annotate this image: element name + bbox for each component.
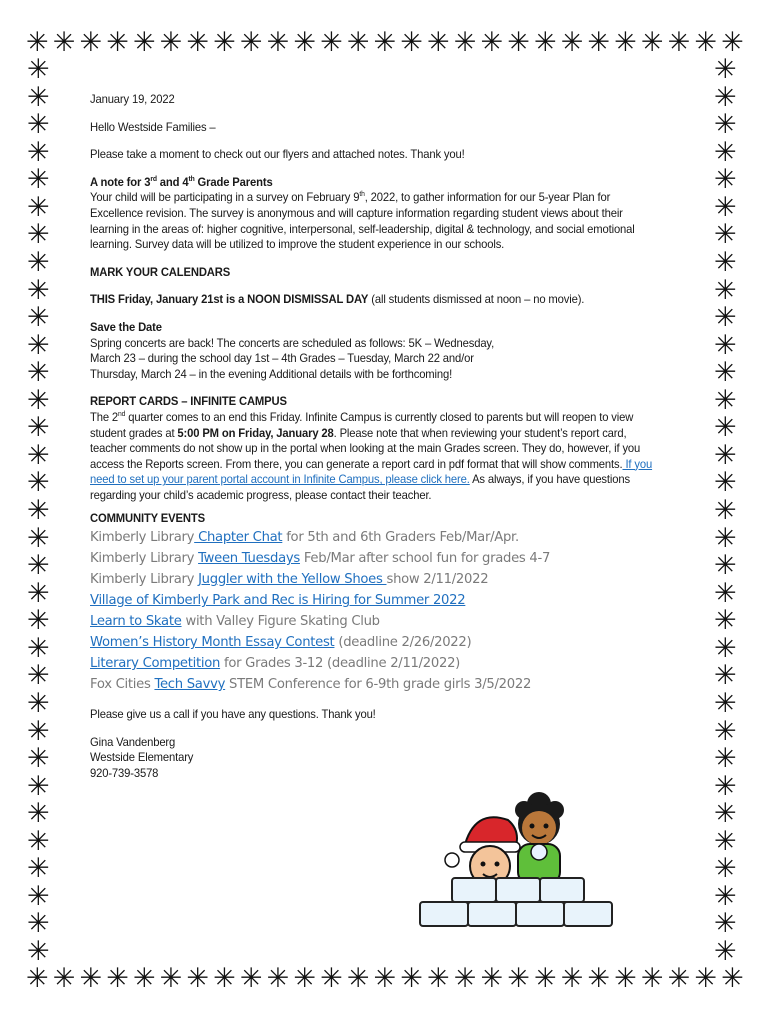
- border-asterisk-icon: ✳: [106, 27, 129, 58]
- border-asterisk-icon: ✳: [320, 27, 343, 58]
- border-asterisk-icon: ✳: [714, 715, 737, 747]
- save-date-line-1: Spring concerts are back! The concerts are scheduled as follows: 5K – Wednesday,: [90, 336, 495, 350]
- border-asterisk-icon: ✳: [346, 27, 370, 58]
- signature-name: Gina Vandenberg: [90, 735, 176, 749]
- save-date-line-2: March 23 – during the school day 1st – 4th Grades – Tuesday, March 22 and/or: [90, 352, 474, 366]
- border-asterisk-icon: ✳: [714, 687, 737, 719]
- letter-date: January 19, 2022: [90, 93, 175, 106]
- community-event-text: Kimberly Library: [90, 529, 195, 546]
- border-asterisk-icon: ✳: [507, 963, 530, 994]
- community-event-text: Fox Cities: [90, 676, 155, 693]
- survey-paragraph: Your child will be participating in a survey on February 9th, 2022, to gather information for our 5-year Plan for Excellence revision. The survey is anonymous and will capture information regarding student views about their learning in the areas of: higher cognitive, interpersonal, self-leadership, digital & technology, and social emotional learning. Survey data will be utilized to improve the student experience in our schools.: [90, 191, 635, 252]
- border-asterisk-icon: ✳: [714, 412, 737, 444]
- border-asterisk-icon: ✳: [266, 27, 290, 58]
- community-event-item: [90, 590, 664, 611]
- border-asterisk-icon: ✳: [587, 963, 611, 994]
- border-asterisk-icon: ✳: [714, 798, 737, 830]
- border-asterisk-icon: ✳: [714, 302, 737, 334]
- border-asterisk-icon: ✳: [714, 246, 737, 278]
- border-asterisk-icon: ✳: [427, 27, 450, 58]
- border-asterisk-icon: ✳: [453, 27, 477, 58]
- border-asterisk-icon: ✳: [480, 963, 504, 994]
- border-asterisk-icon: ✳: [714, 219, 737, 251]
- border-asterisk-icon: ✳: [587, 27, 611, 58]
- border-asterisk-icon: ✳: [27, 798, 50, 830]
- border-asterisk-icon: ✳: [480, 27, 504, 58]
- border-asterisk-icon: ✳: [27, 825, 50, 857]
- border-asterisk-icon: ✳: [507, 27, 530, 58]
- community-event-text: show 2/11/2022: [386, 571, 489, 588]
- border-asterisk-icon: ✳: [714, 495, 737, 526]
- greeting: Hello Westside Families –: [90, 120, 216, 134]
- border-asterisk-icon: ✳: [714, 384, 737, 416]
- community-event-link[interactable]: Village of Kimberly Park and Rec is Hiring for Summer 2022: [90, 592, 466, 609]
- border-asterisk-icon: ✳: [27, 770, 50, 802]
- border-asterisk-icon: ✳: [714, 439, 737, 471]
- community-event-text: for 5th and 6th Graders Feb/Mar/Apr.: [282, 529, 519, 546]
- community-event-text: Feb/Mar after school fun for grades 4-7: [299, 550, 551, 567]
- signature-school: Westside Elementary: [90, 751, 194, 765]
- border-asterisk-icon: ✳: [714, 577, 737, 609]
- border-asterisk-icon: ✳: [714, 825, 737, 857]
- border-asterisk-icon: ✳: [714, 908, 737, 940]
- border-asterisk-icon: ✳: [239, 27, 263, 58]
- report-cards-paragraph: The 2nd quarter comes to an end this Friday. Infinite Campus is currently closed to parents but will reopen to view student grades at 5:00 PM on Friday, January 28. Please note that when reviewing your student’s report card, teacher comments do not show up in the portal when looking at the main Grades screen. They do, however, if you access the Reports screen. From there, you can generate a report card in pdf format that will show comments. If you need to set up your parent portal account in Infinite Campus, please click here. As always, if you have questions regarding your child’s academic progress, please contact their teacher.: [90, 410, 653, 502]
- border-asterisk-icon: ✳: [27, 302, 50, 334]
- border-asterisk-icon: ✳: [27, 632, 50, 664]
- community-event-text: STEM Conference for 6-9th grade girls 3/5/2022: [225, 676, 532, 693]
- border-asterisk-icon: ✳: [293, 963, 316, 994]
- border-asterisk-icon: ✳: [667, 27, 691, 58]
- border-asterisk-icon: ✳: [106, 963, 129, 994]
- community-event-text: Kimberly Library: [90, 571, 199, 588]
- border-asterisk-icon: ✳: [27, 495, 50, 526]
- border-top: [26, 29, 744, 56]
- border-asterisk-icon: ✳: [714, 191, 737, 223]
- border-asterisk-icon: ✳: [132, 27, 156, 58]
- community-event-link[interactable]: Juggler with the Yellow Shoes: [198, 571, 387, 588]
- border-asterisk-icon: ✳: [26, 963, 49, 994]
- border-asterisk-icon: ✳: [27, 246, 50, 278]
- border-asterisk-icon: ✳: [27, 136, 50, 168]
- border-asterisk-icon: ✳: [27, 54, 50, 85]
- border-asterisk-icon: ✳: [714, 81, 737, 113]
- intro: Please take a moment to check out our flyers and attached notes. Thank you!: [90, 148, 465, 162]
- border-asterisk-icon: ✳: [132, 963, 156, 994]
- border-asterisk-icon: ✳: [27, 274, 50, 306]
- border-asterisk-icon: ✳: [714, 357, 737, 389]
- community-event-link[interactable]: Tween Tuesdays: [198, 550, 300, 567]
- girl-figure: [515, 792, 564, 884]
- border-asterisk-icon: ✳: [714, 109, 737, 141]
- community-event-item: [90, 632, 664, 653]
- border-asterisk-icon: ✳: [159, 963, 183, 994]
- border-asterisk-icon: ✳: [714, 522, 737, 554]
- border-asterisk-icon: ✳: [186, 963, 210, 994]
- border-asterisk-icon: ✳: [213, 963, 236, 994]
- portal-setup-link[interactable]: If you need to set up your parent portal account in Infinite Campus, please click here.: [90, 457, 653, 487]
- community-event-item: [90, 527, 664, 548]
- community-event-item: [90, 548, 664, 569]
- border-asterisk-icon: ✳: [27, 743, 50, 775]
- border-asterisk-icon: ✳: [213, 27, 236, 58]
- border-asterisk-icon: ✳: [694, 963, 717, 994]
- border-asterisk-icon: ✳: [27, 880, 50, 912]
- border-asterisk-icon: ✳: [52, 963, 76, 994]
- report-cards-heading: REPORT CARDS – INFINITE CAMPUS: [90, 395, 287, 409]
- border-asterisk-icon: ✳: [52, 27, 76, 58]
- border-asterisk-icon: ✳: [27, 522, 50, 554]
- border-left: [27, 56, 50, 965]
- border-asterisk-icon: ✳: [400, 27, 423, 58]
- border-asterisk-icon: ✳: [27, 191, 50, 223]
- calendars-heading: MARK YOUR CALENDARS: [90, 265, 231, 279]
- save-date-heading: Save the Date: [90, 320, 162, 334]
- border-asterisk-icon: ✳: [640, 27, 664, 58]
- save-date-line-3: Thursday, March 24 – in the evening Additional details with be forthcoming!: [90, 367, 453, 381]
- border-asterisk-icon: ✳: [27, 81, 50, 113]
- border-asterisk-icon: ✳: [714, 880, 737, 912]
- border-asterisk-icon: ✳: [373, 963, 397, 994]
- border-asterisk-icon: ✳: [27, 660, 50, 692]
- border-asterisk-icon: ✳: [614, 27, 637, 58]
- border-asterisk-icon: ✳: [27, 853, 50, 885]
- letter-body: [90, 92, 664, 781]
- community-events-list: [90, 527, 664, 695]
- community-event-text: with Valley Figure Skating Club: [181, 613, 380, 630]
- border-asterisk-icon: ✳: [27, 412, 50, 444]
- border-asterisk-icon: ✳: [714, 632, 737, 664]
- border-asterisk-icon: ✳: [694, 27, 717, 58]
- border-asterisk-icon: ✳: [27, 109, 50, 141]
- community-events-heading: COMMUNITY EVENTS: [90, 512, 205, 526]
- border-asterisk-icon: ✳: [714, 54, 737, 85]
- border-asterisk-icon: ✳: [714, 274, 737, 306]
- border-asterisk-icon: ✳: [533, 27, 557, 58]
- border-asterisk-icon: ✳: [27, 715, 50, 747]
- border-asterisk-icon: ✳: [266, 963, 290, 994]
- border-asterisk-icon: ✳: [27, 164, 50, 196]
- border-asterisk-icon: ✳: [159, 27, 183, 58]
- border-asterisk-icon: ✳: [27, 908, 50, 940]
- border-asterisk-icon: ✳: [714, 550, 737, 582]
- border-asterisk-icon: ✳: [27, 687, 50, 719]
- border-asterisk-icon: ✳: [27, 605, 50, 637]
- border-asterisk-icon: ✳: [714, 605, 737, 637]
- border-asterisk-icon: ✳: [714, 467, 737, 499]
- border-asterisk-icon: ✳: [714, 853, 737, 885]
- community-event-item: [90, 653, 664, 674]
- border-asterisk-icon: ✳: [667, 963, 691, 994]
- border-asterisk-icon: ✳: [721, 963, 744, 994]
- border-asterisk-icon: ✳: [614, 963, 637, 994]
- border-bottom: [26, 965, 744, 992]
- community-event-text: (deadline 2/26/2022): [334, 634, 472, 651]
- border-asterisk-icon: ✳: [533, 963, 557, 994]
- community-event-text: for Grades 3-12 (deadline 2/11/2022): [220, 655, 461, 672]
- community-event-link[interactable]: Women’s History Month Essay Contest: [90, 634, 335, 651]
- border-asterisk-icon: ✳: [714, 164, 737, 196]
- border-asterisk-icon: ✳: [714, 936, 737, 967]
- border-asterisk-icon: ✳: [560, 27, 584, 58]
- border-asterisk-icon: ✳: [26, 27, 49, 58]
- border-asterisk-icon: ✳: [346, 963, 370, 994]
- community-event-link[interactable]: Tech Savvy: [154, 676, 226, 693]
- border-right: [714, 56, 737, 965]
- border-asterisk-icon: ✳: [27, 467, 50, 499]
- border-asterisk-icon: ✳: [186, 27, 210, 58]
- community-event-link[interactable]: Learn to Skate: [90, 613, 182, 630]
- border-asterisk-icon: ✳: [453, 963, 477, 994]
- border-asterisk-icon: ✳: [239, 963, 263, 994]
- border-asterisk-icon: ✳: [714, 329, 737, 361]
- border-asterisk-icon: ✳: [320, 963, 343, 994]
- border-asterisk-icon: ✳: [560, 963, 584, 994]
- border-asterisk-icon: ✳: [27, 384, 50, 416]
- border-asterisk-icon: ✳: [373, 27, 397, 58]
- border-asterisk-icon: ✳: [27, 439, 50, 471]
- community-event-item: [90, 569, 664, 590]
- community-event-item: [90, 611, 664, 632]
- border-asterisk-icon: ✳: [714, 743, 737, 775]
- border-asterisk-icon: ✳: [27, 357, 50, 389]
- closing-line: Please give us a call if you have any questions. Thank you!: [90, 708, 376, 722]
- border-asterisk-icon: ✳: [400, 963, 423, 994]
- border-asterisk-icon: ✳: [79, 27, 103, 58]
- border-asterisk-icon: ✳: [27, 219, 50, 251]
- border-asterisk-icon: ✳: [293, 27, 316, 58]
- kids-snow-fort-clipart: [416, 786, 626, 936]
- community-event-item: [90, 674, 664, 695]
- border-asterisk-icon: ✳: [27, 936, 50, 967]
- snow-blocks: [420, 878, 612, 926]
- border-asterisk-icon: ✳: [721, 27, 744, 58]
- border-asterisk-icon: ✳: [427, 963, 450, 994]
- border-asterisk-icon: ✳: [714, 136, 737, 168]
- community-event-link[interactable]: Chapter Chat: [194, 529, 283, 546]
- border-asterisk-icon: ✳: [79, 963, 103, 994]
- border-asterisk-icon: ✳: [714, 660, 737, 692]
- border-asterisk-icon: ✳: [27, 550, 50, 582]
- border-asterisk-icon: ✳: [27, 329, 50, 361]
- border-asterisk-icon: ✳: [27, 577, 50, 609]
- dismissal-notice: THIS Friday, January 21st is a NOON DISMISSAL DAY (all students dismissed at noon – no movie).: [90, 293, 585, 307]
- border-asterisk-icon: ✳: [640, 963, 664, 994]
- note-heading: A note for 3rd and 4th Grade Parents: [90, 175, 273, 189]
- community-event-text: Kimberly Library: [90, 550, 199, 567]
- community-event-link[interactable]: Literary Competition: [90, 655, 221, 672]
- signature-phone: 920-739-3578: [90, 766, 159, 780]
- border-asterisk-icon: ✳: [714, 770, 737, 802]
